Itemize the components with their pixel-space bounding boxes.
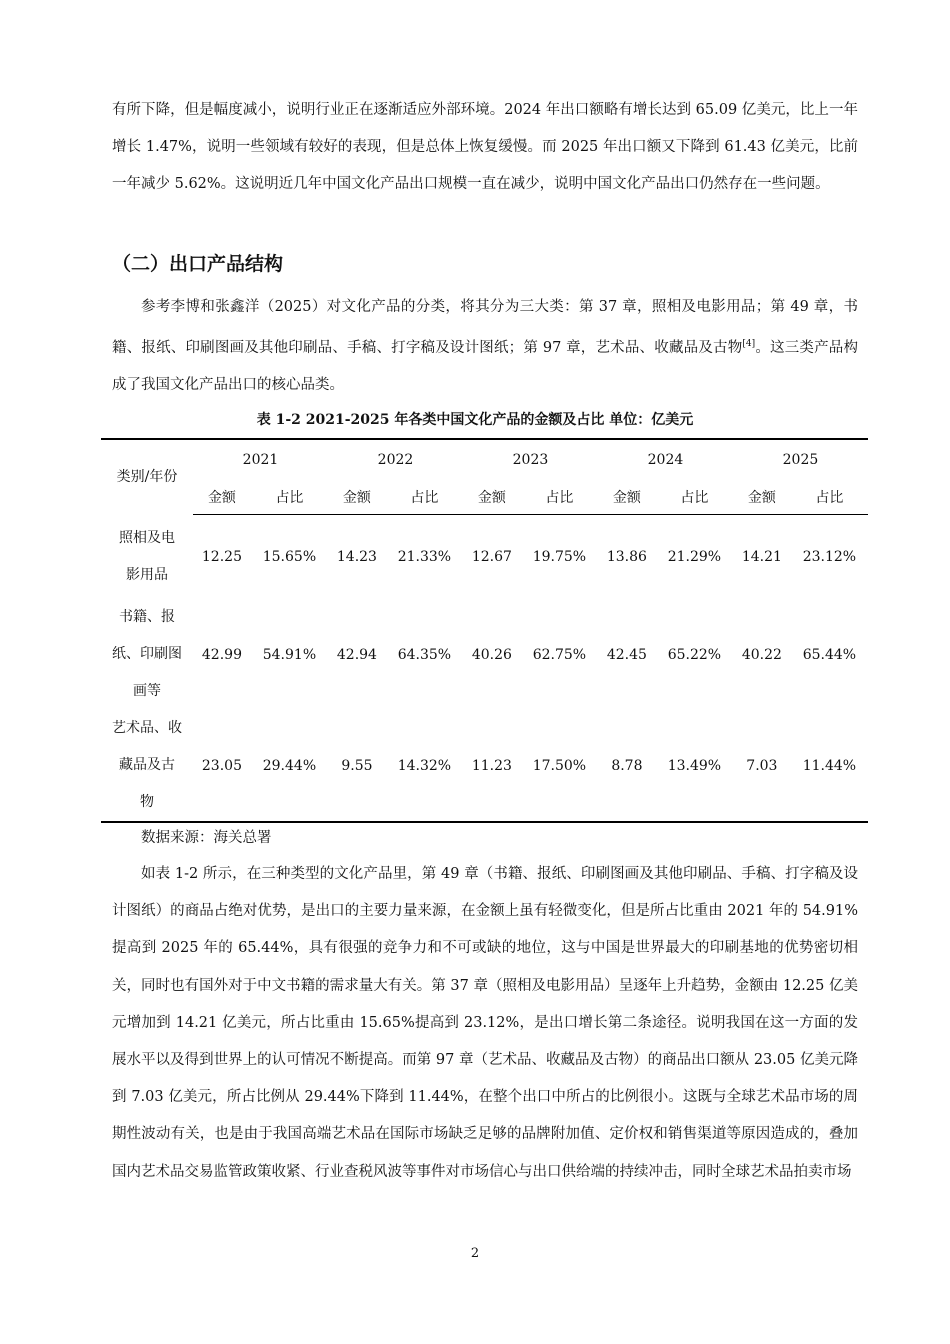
amount-cell: 40.22 — [741, 646, 782, 663]
export-table — [101, 438, 868, 823]
amount-cell: 13.86 — [606, 549, 647, 565]
amount-cell: 9.55 — [328, 710, 386, 822]
citation-reference[interactable]: [4] — [742, 339, 756, 350]
amount-header: 金额 — [463, 480, 521, 515]
table-corner-header: 类别/年份 — [116, 468, 178, 485]
share-cell: 21.29% — [667, 549, 722, 565]
amount-cell: 12.67 — [471, 549, 512, 565]
amount-cell: 14.23 — [336, 549, 377, 565]
year-header: 2022 — [377, 452, 414, 468]
amount-cell: 42.45 — [606, 646, 647, 663]
amount-header: 金额 — [193, 480, 251, 515]
share-cell: 62.75% — [532, 646, 587, 663]
section-heading: （二）出口产品结构 — [112, 253, 284, 275]
row-category: 书籍、报 纸、印刷图 画等 — [112, 609, 182, 699]
share-cell: 17.50% — [521, 710, 598, 822]
amount-cell: 7.03 — [733, 710, 791, 822]
amount-header: 金额 — [733, 480, 791, 515]
paragraph-classification — [112, 289, 858, 404]
amount-cell: 42.94 — [336, 646, 377, 663]
year-header: 2021 — [242, 452, 279, 468]
amount-cell: 40.26 — [471, 646, 512, 663]
share-header: 占比 — [656, 480, 733, 515]
amount-header: 金额 — [328, 480, 386, 515]
amount-cell: 14.21 — [741, 549, 782, 565]
year-header: 2025 — [782, 452, 819, 468]
page-number: 2 — [470, 1246, 480, 1261]
share-cell: 21.33% — [397, 549, 452, 565]
table-row — [101, 599, 868, 710]
share-cell: 54.91% — [262, 646, 317, 663]
share-cell: 23.12% — [802, 549, 857, 565]
share-cell: 65.44% — [802, 646, 857, 663]
share-cell: 29.44% — [251, 710, 328, 822]
table-caption: 表 1-2 2021-2025 年各类中国文化产品的金额及占比 单位：亿美元 — [256, 412, 694, 428]
share-header: 占比 — [386, 480, 463, 515]
share-cell: 65.22% — [667, 646, 722, 663]
share-header: 占比 — [791, 480, 868, 515]
share-header: 占比 — [521, 480, 598, 515]
data-source: 数据来源：海关总署 — [141, 830, 272, 846]
share-cell: 11.44% — [791, 710, 868, 822]
share-cell: 19.75% — [532, 549, 587, 565]
row-category: 照相及电 影用品 — [119, 529, 175, 583]
amount-header: 金额 — [598, 480, 656, 515]
share-cell: 13.49% — [656, 710, 733, 822]
share-cell: 15.65% — [262, 549, 317, 565]
share-cell: 14.32% — [386, 710, 463, 822]
table-row — [101, 515, 868, 600]
share-cell: 64.35% — [397, 646, 452, 663]
classification-text: 参考李博和张鑫洋（2025）对文化产品的分类，将其分为三大类：第 37 章，照相及电影用品；第 49 章，书籍、报纸、印刷图画及其他印刷品、手稿、打字稿及设计图纸；第 97 章，艺术品、收藏品及古物 — [112, 299, 858, 357]
amount-cell: 12.25 — [201, 549, 242, 565]
classification-tail: 。这三类产品构成了我国文化产品出口的核心品类。 — [112, 340, 858, 394]
amount-cell: 8.78 — [598, 710, 656, 822]
amount-cell: 11.23 — [463, 710, 521, 822]
year-header: 2024 — [647, 452, 684, 468]
share-header: 占比 — [251, 480, 328, 515]
paragraph-export-trend: 有所下降，但是幅度减小，说明行业正在逐渐适应外部环境。2024 年出口额略有增长达到 65.09 亿美元，比上一年增长 1.47%，说明一些领域有较好的表现，但是总体上恢复缓慢。而 2025 年出口额又下降到 61.43 亿美元，比前一年减少 5.62%。这说明近几年中国文化产品出口规模一直在减少，说明中国文化产品出口仍然存在一些问题。 — [112, 102, 858, 193]
row-category: 艺术品、收 藏品及古 物 — [101, 710, 193, 822]
amount-cell: 42.99 — [201, 646, 242, 663]
paragraph-analysis: 如表 1-2 所示，在三种类型的文化产品里，第 49 章（书籍、报纸、印刷图画及其他印刷品、手稿、打字稿及设计图纸）的商品占绝对优势，是出口的主要力量来源，在金额上虽有轻微变化，但是所占比重由 2021 年的 54.91%提高到 2025 年的 65.44%，具有很强的竞争力和不可或缺的地位，这与中国是世界最大的印刷基地的优势密切相关，同时也有国外对于中文书籍的需求量大有关。第 37 章（照相及电影用品）呈逐年上升趋势，金额由 12.25 亿美元增加到 14.21 亿美元，所占比重由 15.65%提高到 23.12%，是出口增长第二条途径。说明我国在这一方面的发展水平以及得到世界上的认可情况不断提高。而第 97 章（艺术品、收藏品及古物）的商品出口额从 23.05 亿美元降到 7.03 亿美元，所占比例从 29.44%下降到 11.44%，在整个出口中所占的比例很小。这既与全球艺术品市场的周期性波动有关，也是由于我国高端艺术品在国际市场缺乏足够的品牌附加值、定价权和销售渠道等原因造成的，叠加国内艺术品交易监管政策收紧、行业查税风波等事件对市场信心与出口供给端的持续冲击，同时全球艺术品拍卖市场 — [112, 866, 858, 1180]
amount-cell: 23.05 — [193, 710, 251, 822]
table-row — [101, 710, 868, 822]
year-header: 2023 — [512, 452, 549, 468]
